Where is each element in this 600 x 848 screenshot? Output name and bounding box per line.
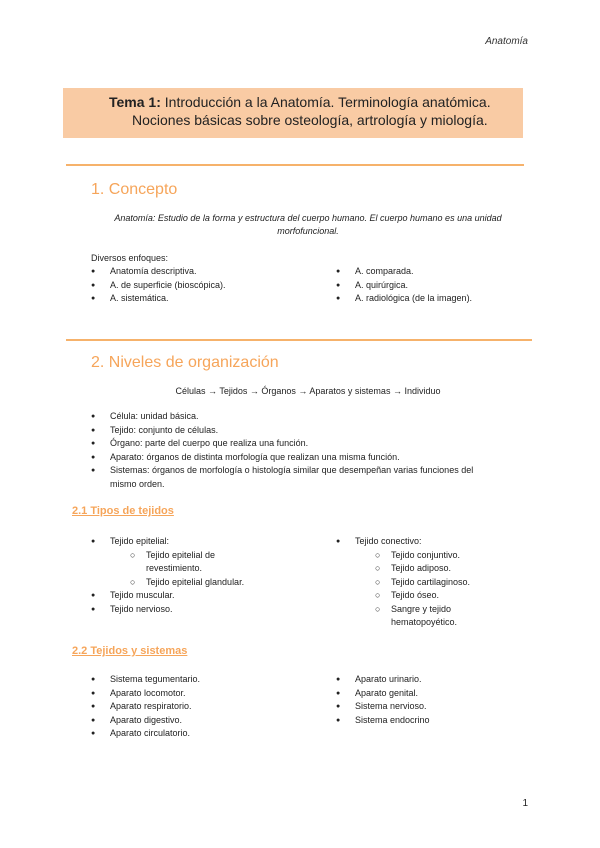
- systems-list-right: [336, 673, 556, 727]
- tissues-list-left: [91, 535, 321, 616]
- list-item-text: Tejido conectivo:: [355, 536, 422, 546]
- list-item: [91, 464, 531, 491]
- definition-line-2: morfofuncional.: [277, 226, 339, 236]
- list-item: ● Sistema nervioso.: [336, 700, 556, 714]
- list-item: ● A. sistemática.: [91, 292, 311, 306]
- sublist-item-text: Sangre y tejido: [391, 603, 452, 614]
- enfoques-list-right: [336, 265, 556, 306]
- list-item: ● Aparato locomotor.: [91, 687, 321, 701]
- list-item: ● A. quirúrgica.: [336, 279, 556, 293]
- section-2-heading: 2. Niveles de organización: [91, 354, 279, 371]
- organization-flow: Células → Tejidos → Órganos → Aparatos y sistemas → Individuo: [175, 386, 441, 396]
- section-divider-2: [66, 339, 532, 341]
- sublist-item: ○ Tejido óseo.: [375, 589, 556, 603]
- list-item: ● A. radiológica (de la imagen).: [336, 292, 556, 306]
- list-item: ● Aparato digestivo.: [91, 714, 321, 728]
- list-item: ● Aparato genital.: [336, 687, 556, 701]
- title-line1-text: Introducción a la Anatomía. Terminología anatómica.: [164, 94, 491, 110]
- enfoques-list-left: [91, 265, 311, 306]
- sublist-item: [375, 603, 556, 630]
- sublist: [130, 549, 321, 590]
- enfoques-label: Diversos enfoques:: [91, 253, 169, 263]
- list-item: ● Tejido nervioso.: [91, 603, 321, 617]
- sublist: [375, 549, 556, 630]
- tissues-list-right: [336, 535, 556, 630]
- list-item: ● Sistema tegumentario.: [91, 673, 321, 687]
- header-subject: Anatomía: [485, 36, 528, 47]
- title-box: [63, 88, 523, 138]
- list-item: ● Aparato respiratorio.: [91, 700, 321, 714]
- list-item: ● Aparato: órganos de distinta morfología que realizan una misma función.: [91, 451, 531, 465]
- definition-line-1: Anatomía: Estudio de la forma y estructura del cuerpo humano. El cuerpo humano es una unidad: [114, 213, 502, 223]
- list-item-text: Tejido epitelial:: [110, 536, 170, 546]
- list-item: ● Anatomía descriptiva.: [91, 265, 311, 279]
- definition: [84, 212, 532, 238]
- list-item: [336, 535, 556, 630]
- sublist-item-text: Tejido epitelial de: [146, 549, 216, 560]
- sublist-item: ○ Tejido cartilaginoso.: [375, 576, 556, 590]
- sublist-item-continuation: revestimiento.: [146, 563, 203, 573]
- sublist-item: ○ Tejido adiposo.: [375, 562, 556, 576]
- list-item: ● Tejido muscular.: [91, 589, 321, 603]
- list-item: [91, 535, 321, 589]
- section-2-1-heading: 2.1 Tipos de tejidos: [72, 505, 174, 517]
- sublist-item: [130, 549, 321, 576]
- list-item: ● Órgano: parte del cuerpo que realiza una función.: [91, 437, 531, 451]
- list-item: ● A. comparada.: [336, 265, 556, 279]
- list-item-continuation: mismo orden.: [110, 478, 165, 489]
- list-item: ● A. de superficie (bioscópica).: [91, 279, 311, 293]
- sublist-item: ○ Tejido conjuntivo.: [375, 549, 556, 563]
- sublist-item: ○ Tejido epitelial glandular.: [130, 576, 321, 590]
- list-item: ● Aparato circulatorio.: [91, 727, 321, 741]
- title-line-1: [109, 93, 523, 111]
- list-item: ● Célula: unidad básica.: [91, 410, 531, 424]
- title-prefix: Tema 1:: [109, 94, 161, 110]
- list-item: ● Tejido: conjunto de células.: [91, 424, 531, 438]
- list-item: ● Aparato urinario.: [336, 673, 556, 687]
- page-number: 1: [522, 798, 528, 809]
- section-1-heading: 1. Concepto: [91, 181, 178, 198]
- title-line-2: Nociones básicas sobre osteología, artrología y miología.: [132, 112, 488, 128]
- sublist-item-continuation: hematopoyético.: [391, 617, 458, 627]
- levels-list: [91, 410, 531, 491]
- list-item: ● Sistema endocrino: [336, 714, 556, 728]
- list-item-text: Sistemas: órganos de morfología o histología similar que desempeñan varias funciones del: [110, 465, 474, 475]
- systems-list-left: [91, 673, 321, 741]
- section-2-2-heading: 2.2 Tejidos y sistemas: [72, 645, 188, 657]
- section-divider-1: [66, 164, 524, 166]
